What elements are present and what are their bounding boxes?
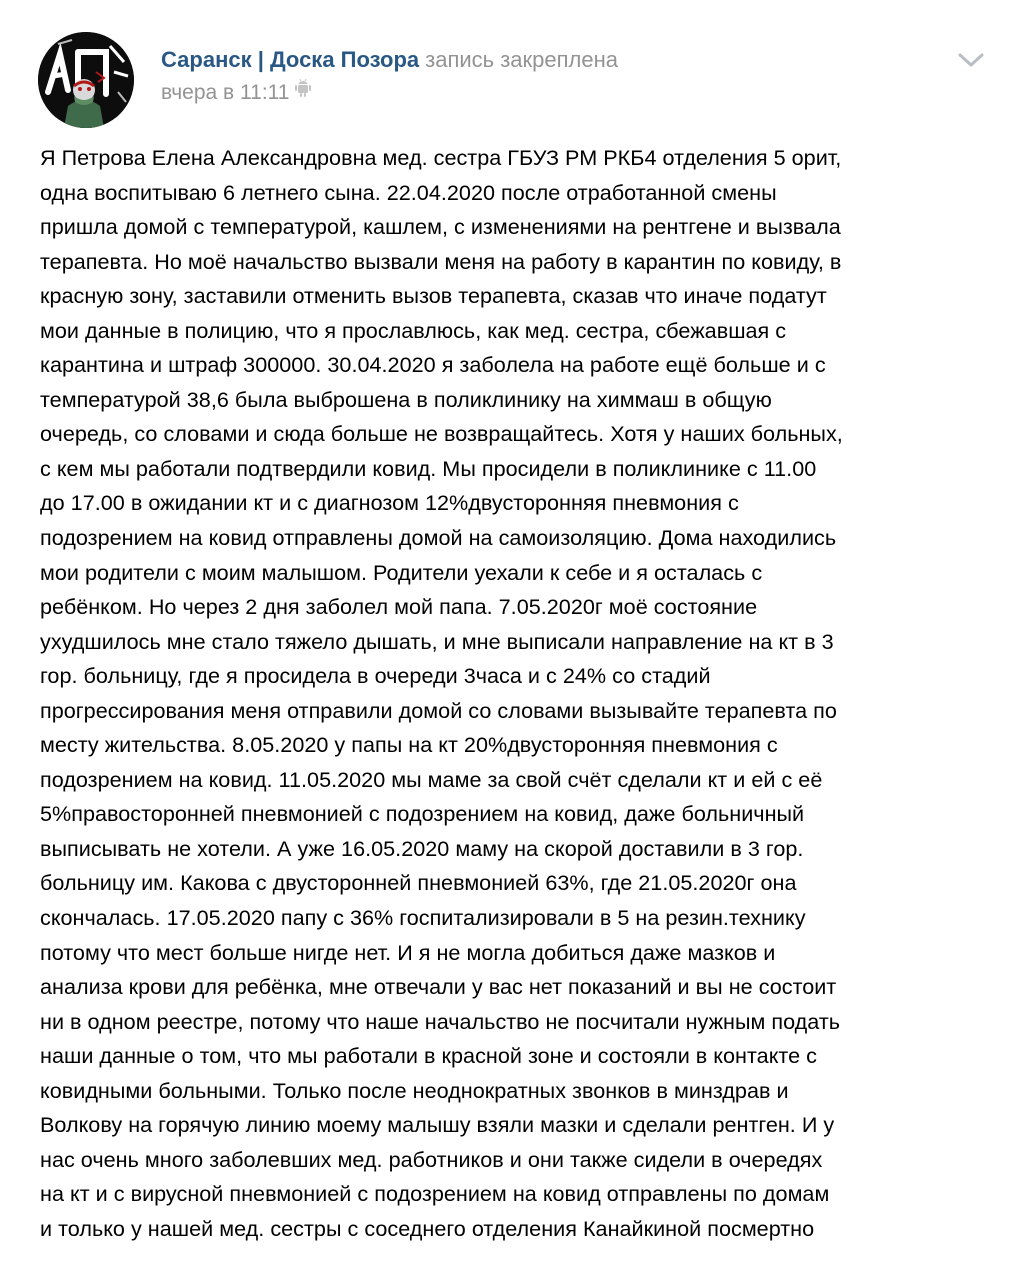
chevron-down-icon[interactable]	[956, 48, 986, 72]
post-meta	[161, 79, 311, 107]
avatar[interactable]	[38, 32, 134, 128]
author-line	[161, 46, 618, 74]
post-header	[38, 32, 998, 132]
post-text: Я Петрова Елена Александровна мед. сестра ГБУЗ РМ РКБ4 отделения 5 орит, одна воспитываю 6 летнего сына. 22.04.2020 после отработанной смены пришла домой с температурой, кашлем, с изменениями на рентгене и вызвала терапевта. Но моё начальство вызвали меня на работу в карантин по ковиду, в красную зону, заставили отменить вызов терапевта, сказав что иначе податут мои данные в полицию, что я прославлюсь, как мед. сестра, сбежавшая с карантина и штраф 300000. 30.04.2020 я заболела на работе ещё больше и с температурой 38,6 была выброшена в поликлинику на химмаш в общую очередь, со словами и сюда больше не возвращайтесь. Хотя у наших больных, с кем мы работали подтвердили ковид. Мы просидели в поликлинике с 11.00 до 17.00 в ожидании кт и с диагнозом 12%двусторонняя пневмония с подозрением на ковид отправлены домой на самоизоляцию. Дома находились мои родители с моим малышом. Родители уехали к себе и я осталась с ребёнком. Но через 2 дня заболел мой папа. 7.05.2020г моё состояние ухудшилось мне стало тяжело дышать, и мне выписали направление на кт в 3 гор. больницу, где я просидела в очереди 3часа и с 24% со стадий прогрессирования меня отправили домой со словами вызывайте терапевта по месту жительства. 8.05.2020 у папы на кт 20%двусторонняя пневмония с подозрением на ковид. 11.05.2020 мы маме за свой счёт сделали кт и ей с её 5%правосторонней пневмонией с подозрением на ковид, даже больничный выписывать не хотели. А уже 16.05.2020 маму на скорой доставили в 3 гор. больницу им. Какова с двусторонней пневмонией 63%, где 21.05.2020г она скончалась. 17.05.2020 папу с 36% госпитализировали в 5 на резин.технику потому что мест больше нигде нет. И я не могла добиться даже мазков и анализа крови для ребёнка, мне отвечали у вас нет показаний и вы не состоит ни в одном реестре, потому что наше начальство не посчитали нужным подать наши данные о том, что мы работали в красной зоне и состояли в контакте с ковидными больными. Только после неоднократных звонков в минздрав и Волкову на горячую линию моему малышу взяли мазки и сделали рентген. И у нас очень много заболевших мед. работников и они также сидели в очередях на кт и с вирусной пневмонией с подозрением на ковид отправлены по домам и только у нашей мед. сестры с соседнего отделения Канайкиной посмертно	[40, 145, 843, 1241]
android-icon	[295, 77, 311, 105]
post-time-link[interactable]: вчера в 11:11	[161, 81, 290, 104]
pinned-note: запись закреплена	[425, 47, 619, 72]
author-name-link[interactable]: Саранск | Доска Позора	[161, 47, 420, 72]
avatar-logo-icon	[38, 32, 134, 128]
